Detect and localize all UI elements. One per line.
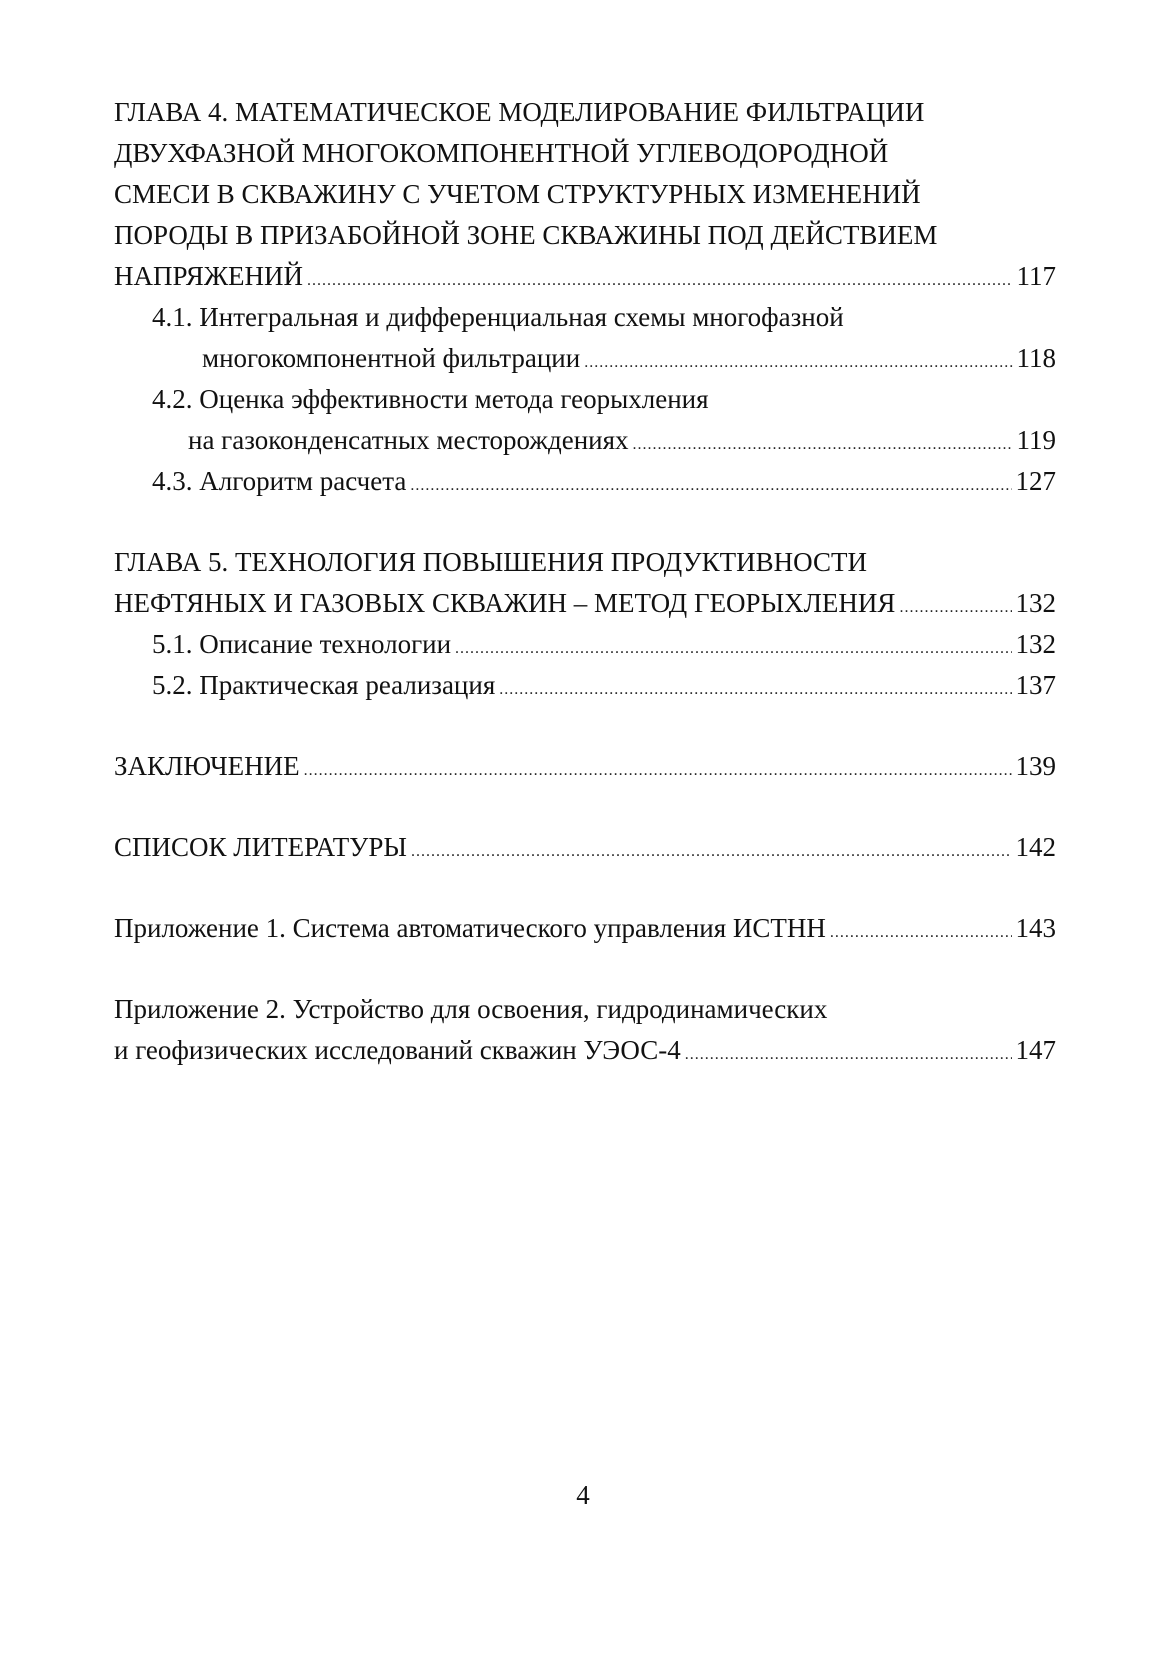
chapter5-title-line-2[interactable]: НЕФТЯНЫХ И ГАЗОВЫХ СКВАЖИН – МЕТОД ГЕОРЫХЛЕНИЯ ..... 132 — [114, 583, 1056, 624]
spacer — [114, 787, 1056, 827]
page-ref: 118 — [1016, 343, 1056, 373]
appendix2-line-1: Приложение 2. Устройство для освоения, гидродинамических — [114, 994, 828, 1024]
references-entry[interactable]: СПИСОК ЛИТЕРАТУРЫ ..... 142 — [114, 827, 1056, 868]
chapter5-title-line-1: ГЛАВА 5. ТЕХНОЛОГИЯ ПОВЫШЕНИЯ ПРОДУКТИВНОСТИ — [114, 547, 867, 577]
spacer — [114, 949, 1056, 989]
page-ref: 147 — [1015, 1035, 1056, 1065]
spacer — [114, 502, 1056, 542]
chapter4-title-line-1: ГЛАВА 4. МАТЕМАТИЧЕСКОЕ МОДЕЛИРОВАНИЕ ФИЛЬТРАЦИИ — [114, 97, 925, 127]
section-4-2-line-1: 4.2. Оценка эффективности метода георыхления — [152, 384, 709, 414]
dot-leader — [410, 465, 1011, 506]
conclusion-entry[interactable]: ЗАКЛЮЧЕНИЕ ..... 139 — [114, 746, 1056, 787]
section-4-1-line-1: 4.1. Интегральная и дифференциальная схемы многофазной — [152, 302, 844, 332]
page-ref: 132 — [1015, 588, 1056, 618]
section-5-1[interactable]: 5.1. Описание технологии ..... 132 — [114, 624, 1056, 665]
table-of-contents — [114, 92, 1056, 1071]
page-ref: 132 — [1015, 629, 1056, 659]
dot-leader — [499, 669, 1011, 710]
page-ref: 119 — [1016, 425, 1056, 455]
section-4-1-line-2[interactable]: многокомпонентной фильтрации ..... 118 — [114, 338, 1056, 379]
section-4-2-line-2[interactable]: на газоконденсатных месторождениях ..... 119 — [114, 420, 1056, 461]
dot-leader — [685, 1034, 1012, 1075]
page-number: 4 — [576, 1480, 590, 1510]
page-ref: 117 — [1016, 261, 1056, 291]
page-ref: 137 — [1015, 670, 1056, 700]
spacer — [114, 706, 1056, 746]
dot-leader — [304, 750, 1012, 791]
appendix1-entry[interactable]: Приложение 1. Система автоматического управления ИСТНН ..... 143 — [114, 908, 1056, 949]
section-5-2[interactable]: 5.2. Практическая реализация ..... 137 — [114, 665, 1056, 706]
section-4-3[interactable]: 4.3. Алгоритм расчета ..... 127 — [114, 461, 1056, 502]
page-ref: 142 — [1015, 832, 1056, 862]
dot-leader — [411, 831, 1012, 872]
chapter4-title-line-3: СМЕСИ В СКВАЖИНУ С УЧЕТОМ СТРУКТУРНЫХ ИЗМЕНЕНИЙ — [114, 179, 921, 209]
dot-leader — [455, 628, 1011, 669]
appendix2-line-2[interactable]: и геофизических исследований скважин УЭОС-4 ..... 147 — [114, 1030, 1056, 1071]
spacer — [114, 868, 1056, 908]
dot-leader — [307, 260, 1013, 301]
dot-leader — [830, 912, 1012, 953]
chapter4-title-line-5[interactable]: НАПРЯЖЕНИЙ ..... 117 — [114, 256, 1056, 297]
page-ref: 143 — [1015, 913, 1056, 943]
dot-leader — [633, 424, 1013, 465]
dot-leader — [584, 342, 1012, 383]
dot-leader — [899, 587, 1011, 628]
chapter4-title-line-2: ДВУХФАЗНОЙ МНОГОКОМПОНЕНТНОЙ УГЛЕВОДОРОДНОЙ — [114, 138, 889, 168]
chapter4-title-line-4: ПОРОДЫ В ПРИЗАБОЙНОЙ ЗОНЕ СКВАЖИНЫ ПОД ДЕЙСТВИЕМ — [114, 220, 938, 250]
page-ref: 139 — [1015, 751, 1056, 781]
page-ref: 127 — [1015, 466, 1056, 496]
